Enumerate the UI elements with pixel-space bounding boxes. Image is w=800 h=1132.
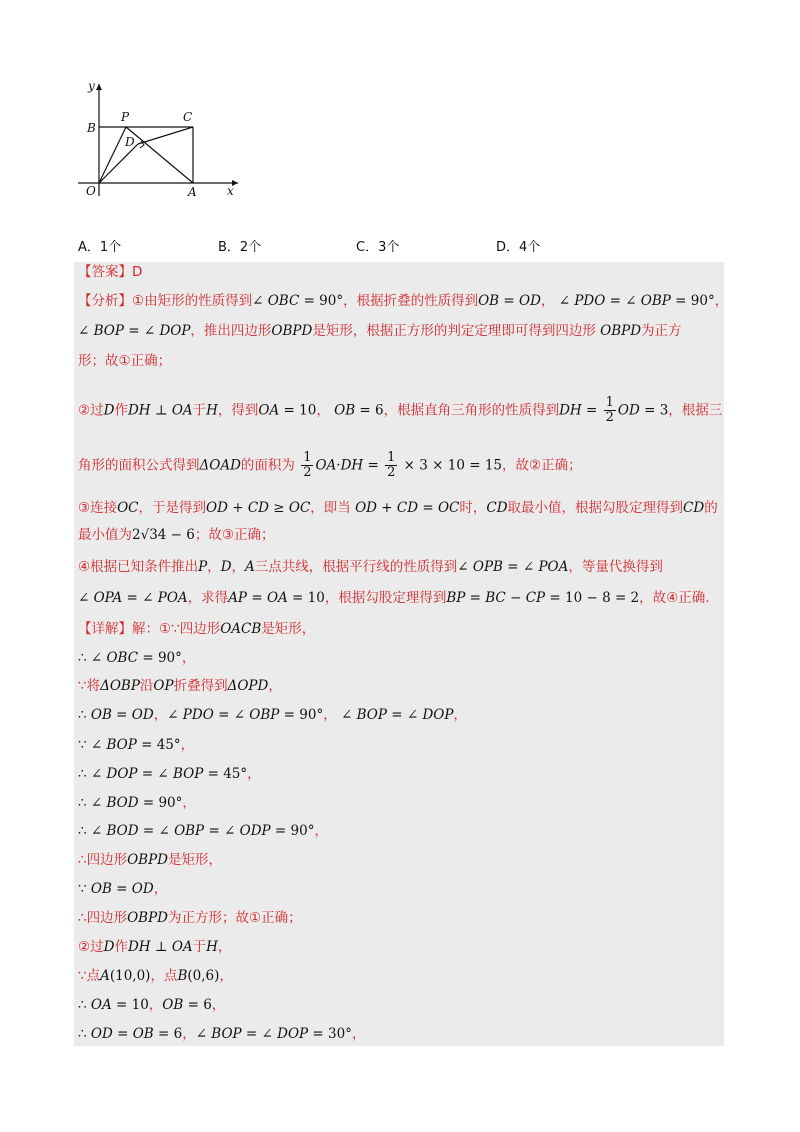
explanation-text: ∴四边形 xyxy=(78,852,128,868)
math-expression: × 3 × 10 = 15 xyxy=(399,457,503,474)
math-expression: ∵ xyxy=(78,737,91,753)
explanation-text: ， xyxy=(153,881,168,897)
math-expression: ∵ xyxy=(78,881,91,897)
math-expression: ∴ xyxy=(78,823,91,839)
math-expression: D xyxy=(220,559,232,575)
math-expression: ∠ OPA xyxy=(78,590,123,606)
explanation-text: 时， xyxy=(459,500,487,516)
math-expression: = xyxy=(111,881,132,897)
math-expression: = 90° xyxy=(299,293,344,309)
math-expression: OBPD xyxy=(127,852,168,868)
explanation-text: ，故④正确. xyxy=(639,590,710,606)
solution-line xyxy=(78,822,328,840)
explanation-text: ， xyxy=(217,939,232,955)
math-expression: OB xyxy=(90,881,112,897)
math-expression: OD xyxy=(355,500,377,516)
math-expression: CD xyxy=(247,500,269,516)
explanation-text: ， xyxy=(314,823,328,839)
option-a[interactable]: A．1个 xyxy=(78,240,122,255)
explanation-text: ，即当 xyxy=(310,500,356,516)
math-expression: P xyxy=(198,559,208,575)
math-expression: ∴ xyxy=(78,795,91,811)
fraction-numerator: 1 xyxy=(605,395,614,410)
math-expression: ∠ BOD xyxy=(90,823,139,839)
math-expression: A xyxy=(100,968,110,984)
solution-line xyxy=(78,292,728,310)
math-expression: ∠ DOP xyxy=(261,1026,309,1042)
figure-svg xyxy=(72,70,252,210)
label-b: B xyxy=(87,121,96,135)
math-expression: = 10 − 8 = 2 xyxy=(545,590,640,606)
solution-line xyxy=(78,558,663,576)
answer-options xyxy=(78,236,728,256)
solution-line xyxy=(78,620,315,638)
label-p: P xyxy=(121,110,130,124)
math-expression: OACB xyxy=(220,621,262,637)
explanation-text: ， xyxy=(323,707,341,723)
math-expression: CD xyxy=(683,500,705,516)
math-expression: = xyxy=(137,766,158,782)
math-expression: ∠ DOP xyxy=(406,707,454,723)
math-expression: + xyxy=(377,500,397,516)
explanation-text: ， xyxy=(453,707,467,723)
segment-od xyxy=(99,144,138,183)
explanation-text: ， xyxy=(181,650,196,666)
explanation-text: ， xyxy=(316,402,335,419)
y-axis-arrow xyxy=(96,84,102,90)
math-expression: ∠ PDO xyxy=(167,707,214,723)
fraction-numerator: 1 xyxy=(387,450,396,465)
math-expression: = xyxy=(112,1026,133,1042)
math-expression: OBPD xyxy=(271,323,313,339)
math-expression: OD xyxy=(206,500,228,516)
explanation-text: 作 xyxy=(114,402,128,419)
math-expression: ∴ xyxy=(78,766,91,782)
solution-line xyxy=(78,677,282,695)
math-expression: AP xyxy=(228,590,248,606)
explanation-text: ，于是得到 xyxy=(138,500,207,516)
math-expression: OB xyxy=(90,707,112,723)
math-expression: H xyxy=(206,402,218,419)
math-expression: OA·DH xyxy=(315,457,364,474)
explanation-text: 于 xyxy=(192,402,207,419)
explanation-text: 【分析】①由矩形的性质得到 xyxy=(78,293,253,309)
explanation-text: ， xyxy=(207,559,221,575)
math-expression: ∠ BOP xyxy=(195,1026,242,1042)
math-expression: = xyxy=(502,559,523,575)
explanation-text: ，点 xyxy=(150,968,178,984)
math-expression: ∴ xyxy=(78,997,91,1013)
math-expression: DH ⊥ OA xyxy=(127,402,193,419)
explanation-text: ， xyxy=(182,1026,196,1042)
math-expression: ∠ ODP xyxy=(224,823,271,839)
solution-line xyxy=(78,1025,365,1043)
segment-op xyxy=(99,127,126,183)
solution-line xyxy=(78,396,722,425)
geometry-figure xyxy=(72,70,252,210)
math-expression: OC xyxy=(437,500,460,516)
math-expression: = xyxy=(241,1026,262,1042)
explanation-text: 最小值为 xyxy=(78,527,132,543)
explanation-text: 的 xyxy=(704,500,718,516)
explanation-text: ，根据勾股定理得到 xyxy=(324,590,447,606)
explanation-text: ， xyxy=(153,707,168,723)
math-expression: DH ⊥ OA xyxy=(127,939,193,955)
math-expression: D xyxy=(103,402,115,419)
option-d[interactable]: D．4个 xyxy=(496,240,541,255)
math-expression: ∠ BOP xyxy=(90,737,137,753)
math-expression: = xyxy=(581,402,602,419)
math-expression: (10,0) xyxy=(109,968,151,984)
math-expression: = 45° xyxy=(136,737,181,753)
math-expression: = 90° xyxy=(670,293,715,309)
math-expression: = xyxy=(111,707,132,723)
math-expression: + xyxy=(227,500,248,516)
math-expression: = 90° xyxy=(270,823,315,839)
math-expression: A xyxy=(245,559,255,575)
math-expression: ∠ OBC xyxy=(252,293,300,309)
math-expression: ∠ OBP xyxy=(158,823,205,839)
explanation-text: 作 xyxy=(114,939,128,955)
segment-dc xyxy=(138,127,193,144)
solution-line xyxy=(78,794,196,812)
math-expression: OC xyxy=(288,500,311,516)
solution-line xyxy=(78,526,274,544)
explanation-text: ， xyxy=(540,293,559,309)
math-expression: ∴ xyxy=(78,650,91,666)
explanation-text: ，等量代换得到 xyxy=(568,559,663,575)
solution-line xyxy=(78,938,231,956)
math-expression: CP xyxy=(525,590,546,606)
math-expression: OBPD xyxy=(600,323,642,339)
explanation-text: ；故③正确； xyxy=(194,527,275,543)
solution-line xyxy=(78,996,225,1014)
explanation-text: ， xyxy=(219,968,233,984)
explanation-text: ∵将 xyxy=(78,678,101,694)
explanation-text: ， xyxy=(351,1026,366,1042)
label-d: D xyxy=(125,135,135,149)
explanation-text: ， xyxy=(231,559,246,575)
math-expression: OD xyxy=(90,1026,113,1042)
math-expression: BC xyxy=(485,590,506,606)
explanation-text: 为正方形；故①正确； xyxy=(168,910,302,926)
math-expression: ∠ OBP xyxy=(625,293,671,309)
math-expression: OB xyxy=(334,402,356,419)
explanation-text: 【详解】解：①∵四边形 xyxy=(78,621,221,637)
math-expression: ∠ PDO xyxy=(558,293,606,309)
label-c: C xyxy=(183,110,193,124)
solution-line xyxy=(78,909,302,927)
math-expression: OBPD xyxy=(127,910,168,926)
math-expression: − xyxy=(505,590,526,606)
math-expression: ≥ xyxy=(268,500,289,516)
math-expression: ∠ BOP xyxy=(78,323,124,339)
math-expression: (0,6) xyxy=(187,968,220,984)
math-expression: = xyxy=(123,323,144,339)
math-expression: = 6 xyxy=(355,402,384,419)
option-c[interactable]: C．3个 xyxy=(356,240,400,255)
solution-line xyxy=(78,880,167,898)
math-expression: = 10 xyxy=(279,402,317,419)
explanation-text: 三点共线，根据平行线的性质得到 xyxy=(254,559,458,575)
explanation-text: 的面积为 xyxy=(240,457,300,474)
fraction xyxy=(604,396,616,425)
explanation-text: ， xyxy=(148,997,163,1013)
solution-line xyxy=(78,967,233,985)
explanation-text: ③连接 xyxy=(78,500,118,516)
explanation-text: ，根据直角三角形的性质得到 xyxy=(383,402,560,419)
solution-line xyxy=(78,765,261,783)
explanation-text: 取最小值，根据勾股定理得到 xyxy=(507,500,684,516)
math-expression: OD xyxy=(519,293,541,309)
explanation-text: ②过 xyxy=(78,939,104,955)
math-expression: = xyxy=(418,500,438,516)
math-expression: ∠ BOP xyxy=(341,707,387,723)
explanation-text: ④根据已知条件推出 xyxy=(78,559,199,575)
math-expression: = xyxy=(122,590,143,606)
solution-line xyxy=(78,322,682,340)
option-b[interactable]: B．2个 xyxy=(218,240,262,255)
math-expression: H xyxy=(206,939,218,955)
math-expression: DH xyxy=(559,402,582,419)
math-expression: ΔOBP xyxy=(100,678,140,694)
explanation-text: 沿 xyxy=(139,678,154,694)
explanation-text: ，得到 xyxy=(217,402,259,419)
explanation-text: ， xyxy=(211,997,226,1013)
explanation-text: ， xyxy=(247,766,261,782)
math-expression: = xyxy=(386,707,407,723)
label-y: y xyxy=(88,79,95,93)
math-expression: ΔOPD xyxy=(227,678,269,694)
math-expression: OD xyxy=(617,402,640,419)
label-o: O xyxy=(86,184,96,198)
math-expression: ∠ OBC xyxy=(90,650,139,666)
math-expression: = 6 xyxy=(153,1026,183,1042)
math-expression: OB xyxy=(162,997,184,1013)
math-expression: = xyxy=(213,707,234,723)
explanation-text: 形；故①正确； xyxy=(78,353,172,369)
math-expression: OA xyxy=(90,997,112,1013)
solution-line xyxy=(78,451,582,480)
solution-line xyxy=(78,649,195,667)
solution-line xyxy=(78,706,467,724)
explanation-text: ，根据折叠的性质得到 xyxy=(343,293,479,309)
solution-line xyxy=(78,499,718,517)
explanation-text: ，根据三 xyxy=(668,402,723,419)
explanation-text: ，求得 xyxy=(187,590,229,606)
math-expression: ∠ BOP xyxy=(157,766,204,782)
math-expression: ∠ DOP xyxy=(90,766,138,782)
fraction xyxy=(301,451,313,480)
math-expression: CD xyxy=(396,500,419,516)
math-expression: = xyxy=(138,823,159,839)
math-expression: ∠ OPB xyxy=(457,559,503,575)
math-expression: OB xyxy=(132,1026,154,1042)
explanation-text: ， xyxy=(268,678,282,694)
explanation-text: 角形的面积公式得到 xyxy=(78,457,200,474)
math-expression: = xyxy=(204,823,225,839)
math-expression: ∠ POA xyxy=(522,559,569,575)
fraction-denominator: 2 xyxy=(303,465,312,480)
explanation-text: ， xyxy=(180,737,195,753)
math-expression: ∠ OBP xyxy=(233,707,280,723)
explanation-text: 是矩形， xyxy=(168,852,222,868)
math-expression: = 6 xyxy=(183,997,212,1013)
segment-pa xyxy=(126,127,193,183)
explanation-text: ， xyxy=(182,795,196,811)
math-expression: = 10 xyxy=(287,590,325,606)
solution-line xyxy=(78,851,222,869)
math-expression: OD xyxy=(131,707,154,723)
math-expression: ∠ POA xyxy=(142,590,188,606)
math-expression: ΔOAD xyxy=(199,457,241,474)
math-expression: B xyxy=(177,968,188,984)
label-x: x xyxy=(227,184,234,198)
math-expression: OA xyxy=(258,402,280,419)
math-expression: = 3 xyxy=(639,402,669,419)
math-expression: ∴ xyxy=(78,707,91,723)
math-expression: ∴ xyxy=(78,1026,91,1042)
solution-line xyxy=(78,736,194,754)
explanation-text: ，故②正确； xyxy=(502,457,582,474)
math-expression: = 90° xyxy=(279,707,324,723)
math-expression: = 30° xyxy=(308,1026,352,1042)
explanation-text: 折叠得到 xyxy=(173,678,228,694)
math-expression: = 10 xyxy=(111,997,149,1013)
math-expression: = xyxy=(465,590,486,606)
explanation-text: 为正方 xyxy=(641,323,682,339)
math-expression: = 90° xyxy=(138,650,182,666)
explanation-text: 是矩形， xyxy=(261,621,316,637)
math-expression: OA xyxy=(266,590,288,606)
math-expression: ∠ BOD xyxy=(90,795,139,811)
math-expression: = xyxy=(247,590,267,606)
math-expression: CD xyxy=(486,500,508,516)
math-expression: = xyxy=(363,457,384,474)
explanation-text: 【答案】D xyxy=(78,264,143,280)
explanation-text: ， xyxy=(714,293,729,309)
math-expression: = xyxy=(605,293,626,309)
fraction-denominator: 2 xyxy=(387,465,396,480)
math-expression: = 45° xyxy=(203,766,248,782)
math-expression: ∠ DOP xyxy=(143,323,191,339)
math-expression: OP xyxy=(153,678,174,694)
explanation-text: 于 xyxy=(192,939,207,955)
solution-line xyxy=(78,589,710,607)
solution-line xyxy=(78,263,142,281)
math-expression: D xyxy=(103,939,115,955)
solution-line xyxy=(78,352,171,370)
explanation-text: ∵点 xyxy=(78,968,101,984)
math-expression: = xyxy=(499,293,520,309)
math-expression: OC xyxy=(117,500,139,516)
explanation-text: ，推出四边形 xyxy=(190,323,272,339)
label-a: A xyxy=(188,185,197,199)
explanation-text: ∴四边形 xyxy=(78,910,128,926)
fraction-numerator: 1 xyxy=(303,450,312,465)
explanation-text: ②过 xyxy=(78,402,104,419)
math-expression: BP xyxy=(446,590,466,606)
fraction xyxy=(385,451,397,480)
math-expression: 2√34 − 6 xyxy=(132,527,195,543)
fraction-denominator: 2 xyxy=(605,410,614,425)
math-expression: OB xyxy=(478,293,500,309)
math-expression: = 90° xyxy=(138,795,183,811)
math-expression: OD xyxy=(131,881,154,897)
explanation-text: 是矩形，根据正方形的判定定理即可得到四边形 xyxy=(312,323,601,339)
